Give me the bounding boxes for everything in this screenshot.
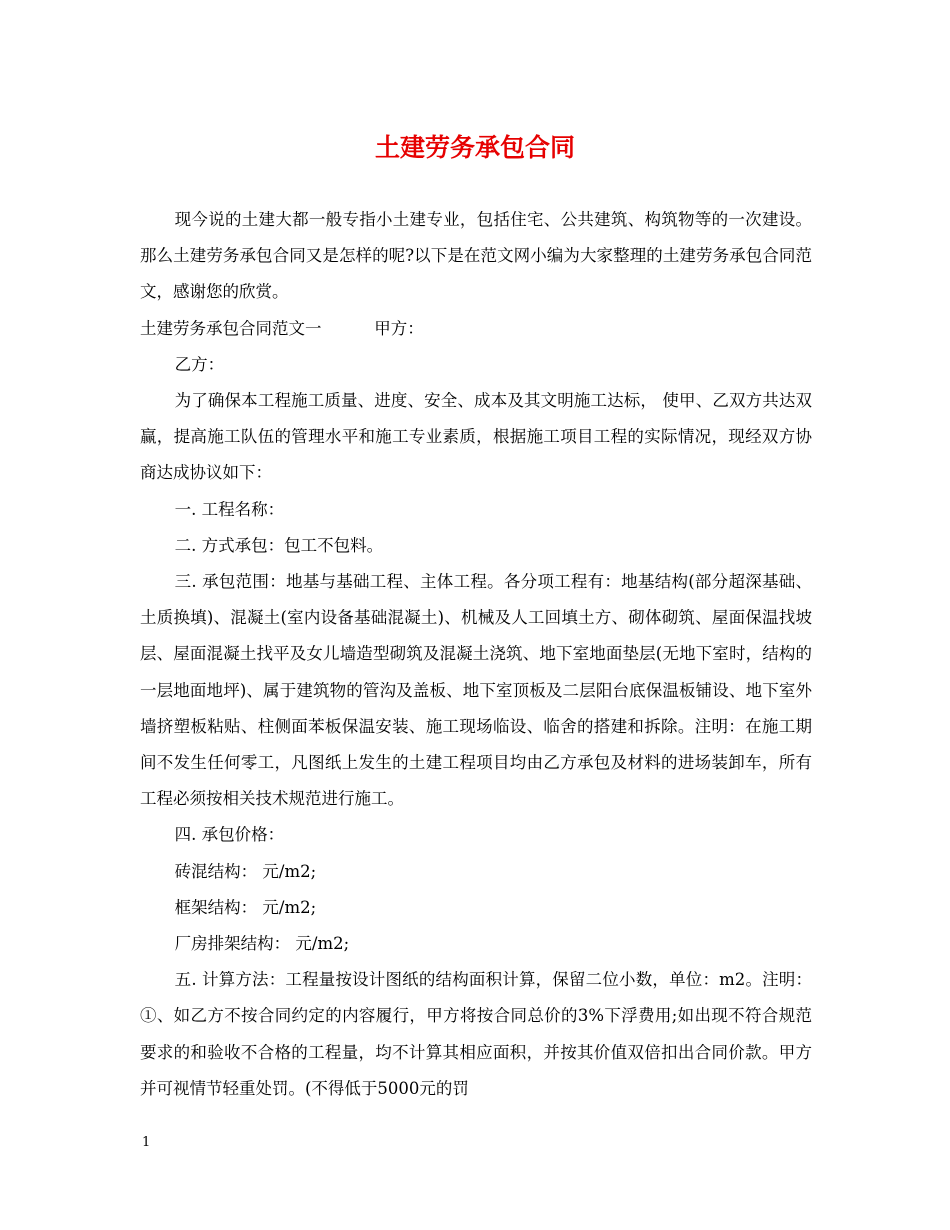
party-a-label: 甲方： [374,318,424,338]
document-body [140,202,812,1107]
sample-heading-line [140,311,812,347]
clause-contract-method: 二. 方式承包：包工不包料。 [174,535,384,555]
clause-calculation-method: 五. 计算方法：工程量按设计图纸的结构面积计算，保留二位小数，单位：m2。注明：①、如乙方不按合同约定的内容履行，甲方将按合同总价的3%下浮费用;如出现不符合规范要求的和验收不合格的工程量，均不计算其相应面积，并按其价值双倍扣出合同价款。甲方并可视情节轻重处罚。(不得低于5000元的罚 [140,970,812,1098]
price-factory-bent: 厂房排架结构： 元/m2; [174,934,350,954]
party-b-label: 乙方： [174,354,225,374]
document-title: 土建劳务承包合同 [374,133,575,162]
clause-contract-scope: 三. 承包范围：地基与基础工程、主体工程。各分项工程有：地基结构(部分超深基础、土质换填)、混凝土(室内设备基础混凝土)、机械及人工回填土方、砌体砌筑、屋面保温找坡层、屋面混凝土找平及女儿墙造型砌筑及混凝土浇筑、地下室地面垫层(无地下室时，结构的一层地面地坪)、属于建筑物的管沟及盖板、地下室顶板及二层阳台底保温板铺设、地下室外墙挤塑板粘贴、柱侧面苯板保温安装、施工现场临设、临舍的搭建和拆除。注明：在施工期间不发生任何零工，凡图纸上发生的土建工程项目均由乙方承包及材料的进场装卸车，所有工程必须按相关技术规范进行施工。 [140,572,812,809]
price-brick-concrete: 砖混结构： 元/m2; [174,861,317,881]
clause-project-name: 一. 工程名称： [174,499,285,519]
purpose-paragraph: 为了确保本工程施工质量、进度、安全、成本及其文明施工达标， 使甲、乙双方共达双赢，提高施工队伍的管理水平和施工专业素质，根据施工项目工程的实际情况，现经双方协商达成协议如下： [140,391,812,483]
intro-paragraph: 现今说的土建大都一般专指小土建专业，包括住宅、公共建筑、构筑物等的一次建设。那么土建劳务承包合同又是怎样的呢?以下是在范文网小编为大家整理的土建劳务承包合同范文，感谢您的欣赏。 [140,210,812,302]
sample-heading: 土建劳务承包合同范文一 [140,318,322,338]
price-frame: 框架结构： 元/m2; [174,897,317,917]
page-number: 1 [142,1135,151,1150]
clause-contract-price: 四. 承包价格： [174,825,285,845]
